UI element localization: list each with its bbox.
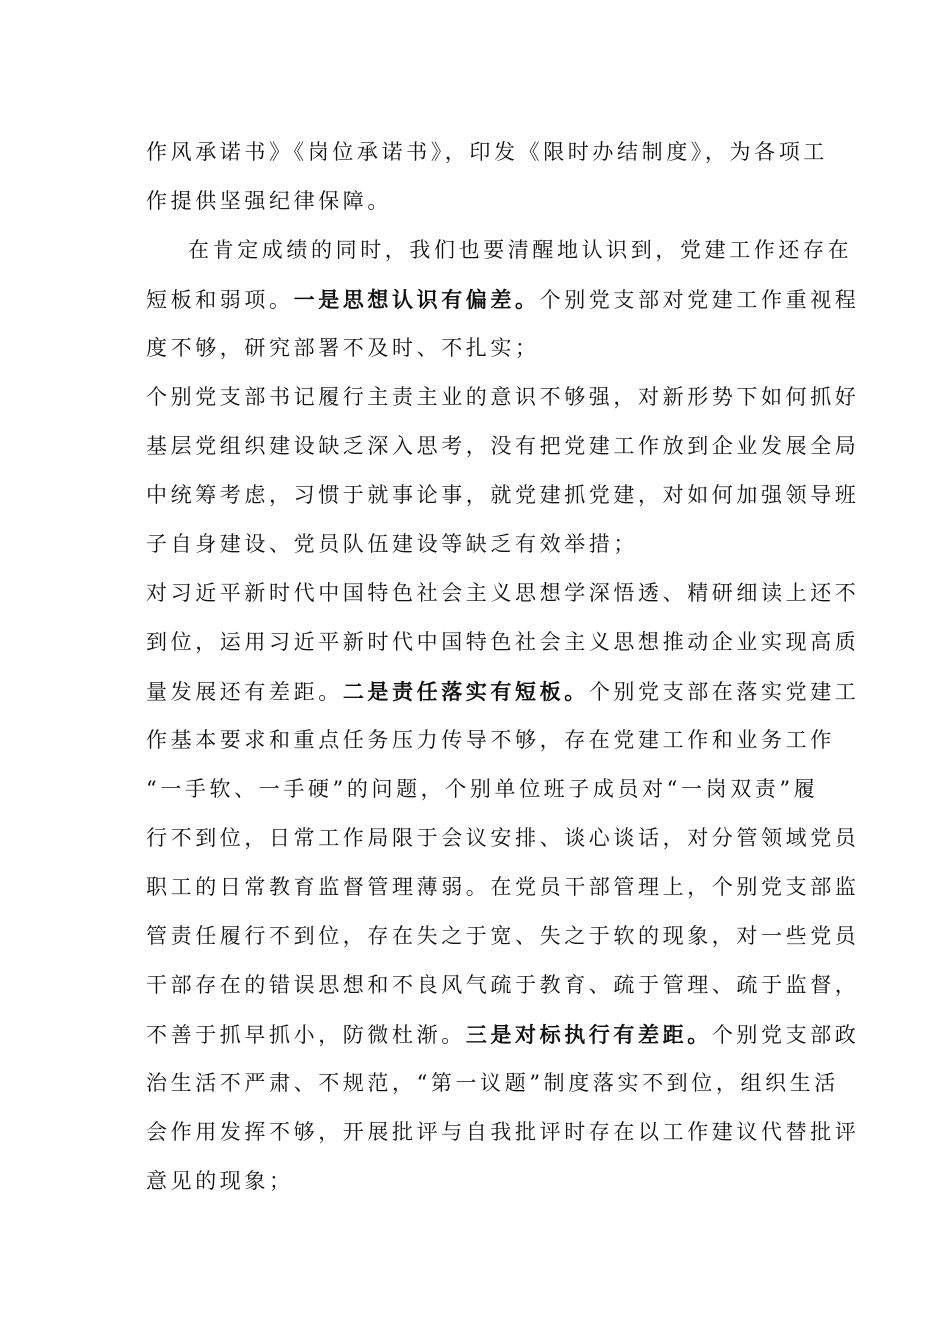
bold-heading-text: 二是责任落实有短板。 <box>342 679 589 704</box>
text-line <box>146 1108 860 1157</box>
text-segment: 作风承诺书》《岗位承诺书》，印发《限时办结制度》，为各项工 <box>146 140 828 164</box>
text-line <box>146 1059 839 1108</box>
text-segment: 对习近平新时代中国特色社会主义思想学深悟透、精研细读上还不 <box>146 581 860 605</box>
text-line <box>146 618 860 667</box>
text-line <box>146 863 860 912</box>
text-line <box>146 667 860 716</box>
text-line <box>146 275 860 324</box>
text-line <box>146 471 860 520</box>
text-segment: 子自身建设、党员队伍建设等缺乏有效举措； <box>146 532 638 556</box>
text-line <box>146 324 806 373</box>
text-segment: “一手软、一手硬”的问题，个别单位班子成员对“一岗双责”履 <box>146 777 819 801</box>
text-segment: 管责任履行不到位，存在失之于宽、失之于软的现象，对一些党员 <box>146 924 860 948</box>
text-line <box>146 373 860 422</box>
text-line <box>146 716 835 765</box>
text-segment: 职工的日常教育监督管理薄弱。在党员干部管理上，个别党支部监 <box>146 875 860 899</box>
text-line <box>146 422 860 471</box>
text-segment: 会作用发挥不够，开展批评与自我批评时存在以工作建议代替批评 <box>146 1120 860 1144</box>
text-segment: 干部存在的错误思想和不良风气疏于教育、疏于管理、疏于监督， <box>146 973 860 997</box>
text-segment: 短板和弱项。 <box>146 288 294 312</box>
text-segment: 作基本要求和重点任务压力传导不够，存在党建工作和业务工作 <box>146 728 835 752</box>
text-segment: 量发展还有差距。 <box>146 680 343 704</box>
text-line <box>146 520 806 569</box>
text-segment: 不善于抓早抓小，防微杜渐。 <box>146 1023 466 1047</box>
text-segment: 基层党组织建设缺乏深入思考，没有把党建工作放到企业发展全局 <box>146 434 860 458</box>
text-segment: 作提供坚强纪律保障。 <box>146 189 392 213</box>
text-segment: 度不够，研究部署不及时、不扎实； <box>146 336 540 360</box>
text-segment: 行不到位，日常工作局限于会议安排、谈心谈话，对分管领域党员 <box>146 826 860 850</box>
body-text <box>146 128 860 1206</box>
text-line <box>146 569 860 618</box>
text-segment: 个别党支部政 <box>711 1023 860 1047</box>
text-segment: 个别党支部书记履行主责主业的意识不够强，对新形势下如何抓好 <box>146 385 860 409</box>
text-line <box>146 128 828 177</box>
bold-heading-text: 一是思想认识有偏差。 <box>293 287 540 312</box>
text-line <box>146 961 860 1010</box>
text-segment: 个别党支部在落实党建工 <box>588 680 860 704</box>
text-line <box>146 1010 860 1059</box>
text-segment: 意见的现象； <box>146 1169 294 1193</box>
text-line <box>146 1157 806 1206</box>
text-line <box>146 814 860 863</box>
text-segment: 个别党支部对党建工作重视程 <box>539 288 860 312</box>
text-segment: 中统筹考虑，习惯于就事论事，就党建抓党建，对如何加强领导班 <box>146 483 860 507</box>
text-line <box>146 177 806 226</box>
bold-heading-text: 三是对标执行有差距。 <box>465 1022 712 1047</box>
text-segment: 在肯定成绩的同时，我们也要清醒地认识到，党建工作还存在 <box>188 238 853 262</box>
text-line <box>146 912 860 961</box>
text-line <box>146 765 819 814</box>
text-segment: 到位，运用习近平新时代中国特色社会主义思想推动企业实现高质 <box>146 630 860 654</box>
text-line <box>146 226 853 275</box>
text-segment: 治生活不严肃、不规范，“第一议题”制度落实不到位，组织生活 <box>146 1071 839 1095</box>
